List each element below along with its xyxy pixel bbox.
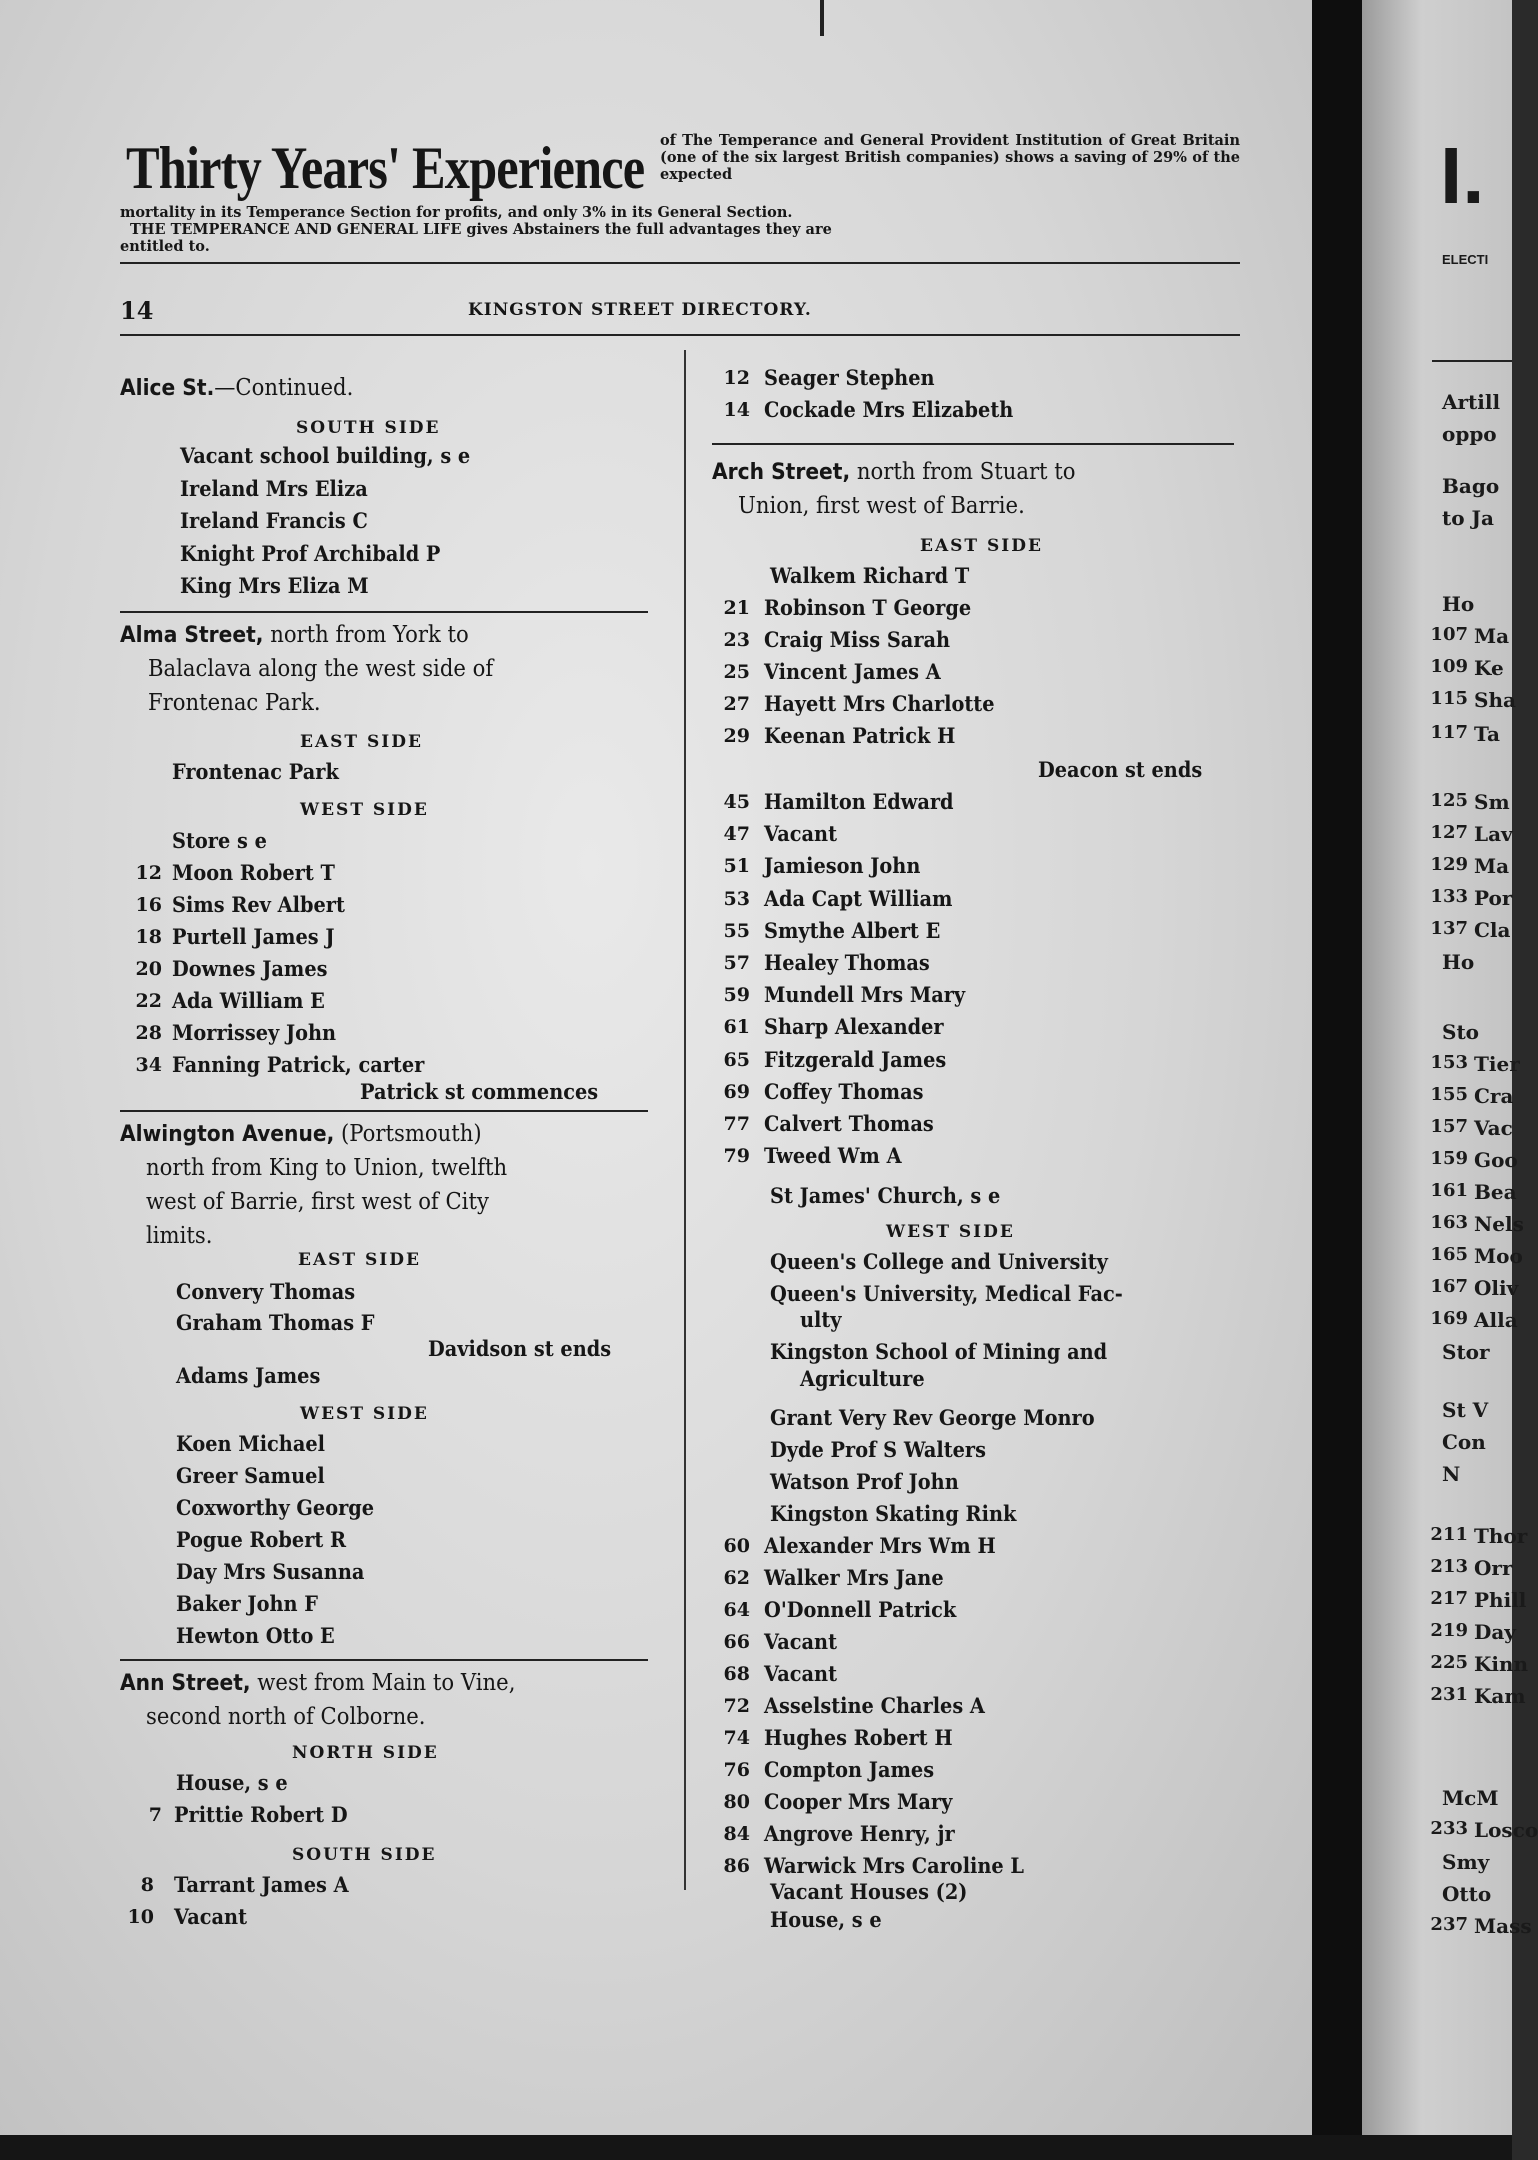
- list-item: Sims Rev Albert: [172, 892, 345, 917]
- running-rule: [120, 334, 1240, 336]
- house-number: 62: [723, 1567, 750, 1589]
- list-item: Warwick Mrs Caroline L: [764, 1853, 1025, 1878]
- list-item: Craig Miss Sarah: [764, 627, 951, 652]
- list-item: Day Mrs Susanna: [176, 1559, 365, 1584]
- facing-house-number: 157: [1430, 1116, 1468, 1137]
- facing-house-number: 237: [1430, 1914, 1468, 1935]
- street-heading-alma: Alma Street, north from York to: [120, 622, 469, 648]
- house-number: 74: [723, 1727, 750, 1749]
- facing-fragment: Phill: [1474, 1588, 1527, 1612]
- list-item: Baker John F: [176, 1591, 318, 1616]
- list-item: Kingston School of Mining and: [770, 1339, 1108, 1364]
- section-rule: [712, 443, 1234, 445]
- facing-fragment: oppo: [1442, 422, 1497, 446]
- side-heading: EAST SIDE: [300, 732, 423, 752]
- facing-house-number: 167: [1430, 1276, 1468, 1297]
- list-item: Ada Capt William: [764, 885, 953, 911]
- list-item: Watson Prof John: [770, 1469, 959, 1494]
- list-item: Mundell Mrs Mary: [764, 982, 966, 1008]
- list-item: King Mrs Eliza M: [180, 573, 369, 598]
- facing-fragment: Ma: [1474, 854, 1510, 878]
- house-number: 86: [723, 1855, 750, 1877]
- list-item: Vacant: [764, 1661, 837, 1686]
- list-item: Sharp Alexander: [764, 1014, 944, 1040]
- list-item: Purtell James J: [172, 924, 335, 949]
- facing-fragment: Goo: [1474, 1148, 1518, 1172]
- list-item: House, s e: [770, 1907, 882, 1932]
- list-item: Walker Mrs Jane: [764, 1565, 944, 1590]
- list-item: Ireland Mrs Eliza: [180, 475, 368, 501]
- street-description: Union, first west of Barrie.: [738, 493, 1025, 519]
- facing-small-caps: ELECTI: [1442, 252, 1489, 267]
- street-note: Deacon st ends: [1038, 757, 1203, 782]
- list-item: Smythe Albert E: [764, 917, 941, 943]
- list-item: Koen Michael: [176, 1431, 326, 1456]
- facing-rule: [1432, 360, 1512, 362]
- list-item: Compton James: [764, 1757, 935, 1782]
- street-description: north from King to Union, twelfth: [146, 1155, 508, 1181]
- house-number: 66: [723, 1631, 750, 1653]
- list-item: Fitzgerald James: [764, 1046, 947, 1072]
- facing-house-number: 129: [1430, 854, 1468, 875]
- facing-fragment: Moo: [1474, 1244, 1523, 1268]
- list-item: Hughes Robert H: [764, 1725, 953, 1750]
- house-number: 57: [723, 952, 750, 974]
- house-number: 84: [723, 1823, 750, 1845]
- street-description: limits.: [146, 1223, 213, 1249]
- facing-fragment: to Ja: [1442, 506, 1494, 530]
- side-heading: EAST SIDE: [298, 1250, 421, 1270]
- house-number: 77: [723, 1113, 750, 1135]
- facing-fragment: N: [1442, 1462, 1461, 1486]
- house-number: 34: [135, 1054, 162, 1076]
- facing-house-number: 219: [1430, 1620, 1468, 1641]
- list-item: Robinson T George: [764, 595, 972, 620]
- list-item: ulty: [800, 1307, 842, 1332]
- facing-fragment: Otto: [1442, 1882, 1492, 1906]
- running-title: KINGSTON STREET DIRECTORY.: [468, 300, 812, 320]
- facing-fragment: Losco: [1474, 1818, 1538, 1842]
- list-item: Graham Thomas F: [176, 1310, 375, 1335]
- list-item: Vacant: [764, 821, 837, 847]
- list-item: Coxworthy George: [176, 1495, 375, 1520]
- facing-house-number: 213: [1430, 1556, 1468, 1577]
- list-item: Dyde Prof S Walters: [770, 1437, 986, 1462]
- list-item: Queen's College and University: [770, 1249, 1108, 1274]
- facing-fragment: Kinn: [1474, 1652, 1529, 1676]
- facing-fragment: Tier: [1474, 1052, 1520, 1076]
- facing-fragment: Kam: [1474, 1684, 1526, 1708]
- list-item: Grant Very Rev George Monro: [770, 1405, 1095, 1430]
- house-number: 79: [723, 1145, 750, 1168]
- facing-house-number: 165: [1430, 1244, 1468, 1265]
- list-item: Knight Prof Archibald P: [180, 540, 441, 566]
- side-heading: WEST SIDE: [886, 1222, 1015, 1242]
- list-item: Keenan Patrick H: [764, 723, 956, 748]
- facing-big-letter: I.: [1440, 131, 1485, 220]
- street-heading-alwington: Alwington Avenue, (Portsmouth): [120, 1121, 482, 1147]
- facing-fragment: Stor: [1442, 1340, 1490, 1364]
- list-item: Tarrant James A: [174, 1872, 349, 1897]
- street-note: Patrick st commences: [360, 1079, 599, 1104]
- list-item: Frontenac Park: [172, 759, 339, 784]
- street-description: west of Barrie, first west of City: [146, 1189, 489, 1215]
- house-number: 18: [135, 926, 162, 948]
- house-number: 12: [723, 367, 750, 389]
- ad-side-text: of The Temperance and General Provident Institution of Great Britain (one of the six largest British companies) shows a saving of 29% of the expected: [660, 132, 1240, 183]
- facing-house-number: 161: [1430, 1180, 1468, 1201]
- facing-house-number: 109: [1430, 656, 1468, 677]
- list-item: Store s e: [172, 828, 267, 853]
- list-item: Downes James: [172, 956, 328, 981]
- facing-fragment: Nels: [1474, 1212, 1524, 1236]
- house-number: 69: [723, 1080, 750, 1103]
- list-item: St James' Church, s e: [770, 1183, 1001, 1208]
- scan-bottom-edge: [0, 2135, 1512, 2160]
- list-item: Vacant: [764, 1629, 837, 1654]
- facing-house-number: 155: [1430, 1084, 1468, 1105]
- list-item: O'Donnell Patrick: [764, 1597, 957, 1622]
- page-number: 14: [120, 296, 154, 325]
- house-number: 14: [723, 399, 750, 421]
- house-number: 16: [135, 894, 162, 916]
- house-number: 20: [135, 958, 162, 980]
- facing-house-number: 231: [1430, 1684, 1468, 1705]
- house-number: 45: [723, 791, 750, 813]
- list-item: Ireland Francis C: [180, 508, 368, 533]
- list-item: Alexander Mrs Wm H: [764, 1533, 996, 1558]
- house-number: 29: [723, 725, 750, 747]
- side-heading: WEST SIDE: [300, 1404, 429, 1424]
- facing-fragment: St V: [1442, 1398, 1489, 1422]
- list-item: Calvert Thomas: [764, 1111, 934, 1136]
- list-item: House, s e: [176, 1770, 288, 1795]
- side-heading: EAST SIDE: [920, 536, 1043, 556]
- house-number: 51: [723, 855, 750, 878]
- street-description: Balaclava along the west side of: [148, 656, 494, 682]
- facing-fragment: Orr: [1474, 1556, 1513, 1580]
- header-rule: [120, 262, 1240, 264]
- section-rule: [120, 611, 648, 613]
- facing-fragment: Ho: [1442, 592, 1475, 616]
- list-item: Prittie Robert D: [174, 1802, 348, 1827]
- house-number: 28: [135, 1022, 162, 1044]
- facing-house-number: 117: [1430, 722, 1468, 743]
- house-number: 27: [723, 693, 750, 715]
- facing-fragment: Vac: [1474, 1116, 1513, 1140]
- list-item: Morrissey John: [172, 1020, 337, 1045]
- facing-house-number: 233: [1430, 1818, 1468, 1839]
- house-number: 65: [723, 1048, 750, 1071]
- facing-fragment: Thor: [1474, 1524, 1528, 1548]
- facing-fragment: Lav: [1474, 822, 1513, 846]
- list-item: Greer Samuel: [176, 1463, 325, 1488]
- list-item: Seager Stephen: [764, 365, 935, 390]
- facing-house-number: 107: [1430, 624, 1468, 645]
- facing-fragment: Alla: [1474, 1308, 1518, 1332]
- facing-fragment: McM: [1442, 1786, 1499, 1810]
- side-heading: NORTH SIDE: [292, 1743, 439, 1763]
- facing-fragment: Sha: [1474, 688, 1516, 712]
- section-rule: [120, 1110, 648, 1112]
- house-number: 23: [723, 629, 750, 651]
- house-number: 8: [140, 1874, 154, 1896]
- side-heading: WEST SIDE: [300, 800, 429, 820]
- facing-house-number: 153: [1430, 1052, 1468, 1073]
- list-item: Fanning Patrick, carter: [172, 1052, 425, 1077]
- facing-fragment: Cla: [1474, 918, 1511, 942]
- section-rule: [120, 1659, 648, 1661]
- facing-fragment: Con: [1442, 1430, 1486, 1454]
- house-number: 76: [723, 1759, 750, 1781]
- margin-mark: [820, 0, 824, 36]
- house-number: 61: [723, 1016, 750, 1039]
- facing-fragment: Bago: [1442, 474, 1500, 498]
- house-number: 68: [723, 1663, 750, 1685]
- facing-house-number: 217: [1430, 1588, 1468, 1609]
- facing-house-number: 211: [1430, 1524, 1468, 1545]
- list-item: Cockade Mrs Elizabeth: [764, 397, 1014, 422]
- facing-fragment: Cra: [1474, 1084, 1514, 1108]
- list-item: Angrove Henry, jr: [764, 1821, 955, 1846]
- side-heading: SOUTH SIDE: [296, 418, 441, 438]
- list-item: Pogue Robert R: [176, 1527, 347, 1552]
- house-number: 60: [723, 1535, 750, 1557]
- facing-fragment: Oliv: [1474, 1276, 1519, 1300]
- facing-fragment: Day: [1474, 1620, 1516, 1644]
- list-item: Hayett Mrs Charlotte: [764, 691, 995, 716]
- list-item: Hewton Otto E: [176, 1623, 335, 1648]
- list-item: Cooper Mrs Mary: [764, 1789, 953, 1814]
- ad-line-3: THE TEMPERANCE AND GENERAL LIFE gives Abstainers the full advantages they are: [130, 221, 832, 238]
- list-item: Moon Robert T: [172, 860, 335, 885]
- street-description: Frontenac Park.: [148, 690, 321, 716]
- facing-house-number: 127: [1430, 822, 1468, 843]
- list-item: Ada William E: [172, 988, 325, 1013]
- house-number: 10: [127, 1906, 154, 1928]
- facing-page: [1362, 0, 1538, 2160]
- list-item: Hamilton Edward: [764, 789, 954, 814]
- list-item: Agriculture: [800, 1366, 925, 1391]
- facing-house-number: 159: [1430, 1148, 1468, 1169]
- list-item: Vacant: [174, 1904, 247, 1929]
- list-item: Jamieson John: [764, 853, 921, 879]
- ad-line-4: entitled to.: [120, 238, 210, 255]
- house-number: 47: [723, 823, 750, 846]
- house-number: 64: [723, 1599, 750, 1621]
- list-item: Coffey Thomas: [764, 1078, 924, 1104]
- list-item: Asselstine Charles A: [764, 1693, 985, 1718]
- list-item: Tweed Wm A: [764, 1143, 902, 1169]
- facing-fragment: Por: [1474, 886, 1513, 910]
- column-divider: [684, 350, 686, 1890]
- list-item: Vacant school building, s e: [180, 443, 471, 468]
- book-gutter: [1312, 0, 1362, 2160]
- house-number: 80: [723, 1791, 750, 1813]
- facing-fragment: Bea: [1474, 1180, 1517, 1204]
- list-item: Walkem Richard T: [770, 563, 970, 588]
- facing-fragment: Ke: [1474, 656, 1504, 680]
- facing-house-number: 115: [1430, 688, 1468, 709]
- list-item: Convery Thomas: [176, 1279, 356, 1304]
- street-description: second north of Colborne.: [146, 1704, 426, 1730]
- list-item: Vacant Houses (2): [770, 1879, 968, 1904]
- facing-house-number: 225: [1430, 1652, 1468, 1673]
- facing-fragment: Ma: [1474, 624, 1510, 648]
- facing-fragment: Smy: [1442, 1850, 1490, 1874]
- facing-fragment: Artill: [1442, 390, 1501, 414]
- side-heading: SOUTH SIDE: [292, 1845, 437, 1865]
- street-note: Davidson st ends: [428, 1336, 612, 1361]
- list-item: Vincent James A: [764, 659, 941, 684]
- facing-house-number: 133: [1430, 886, 1468, 907]
- house-number: 59: [723, 984, 750, 1007]
- advertisement-banner: [120, 130, 1240, 270]
- house-number: 21: [723, 597, 750, 619]
- facing-fragment: Mass: [1474, 1914, 1532, 1938]
- house-number: 12: [135, 862, 162, 884]
- facing-house-number: 125: [1430, 790, 1468, 811]
- facing-fragment: Sto: [1442, 1020, 1480, 1044]
- house-number: 53: [723, 887, 750, 910]
- street-heading-ann: Ann Street, west from Main to Vine,: [120, 1670, 516, 1696]
- list-item: Healey Thomas: [764, 950, 930, 975]
- running-head: [120, 296, 1240, 326]
- list-item: Queen's University, Medical Fac-: [770, 1281, 1123, 1306]
- ad-line-2: mortality in its Temperance Section for profits, and only 3% in its General Section.: [120, 204, 793, 221]
- street-heading-arch: Arch Street, north from Stuart to: [712, 459, 1076, 485]
- house-number: 22: [135, 990, 162, 1012]
- ad-headline: Thirty Years' Experience: [126, 135, 645, 201]
- facing-fragment: Ta: [1474, 722, 1500, 746]
- house-number: 25: [723, 661, 750, 683]
- facing-house-number: 163: [1430, 1212, 1468, 1233]
- list-item: Adams James: [176, 1363, 321, 1388]
- facing-house-number: 169: [1430, 1308, 1468, 1329]
- list-item: Kingston Skating Rink: [770, 1501, 1017, 1526]
- house-number: 72: [723, 1695, 750, 1717]
- facing-fragment: Sm: [1474, 790, 1510, 814]
- facing-house-number: 137: [1430, 918, 1468, 939]
- facing-fragment: Ho: [1442, 950, 1475, 974]
- street-heading-alice: Alice St.—Continued.: [120, 375, 354, 401]
- house-number: 7: [148, 1804, 162, 1826]
- house-number: 55: [723, 919, 750, 942]
